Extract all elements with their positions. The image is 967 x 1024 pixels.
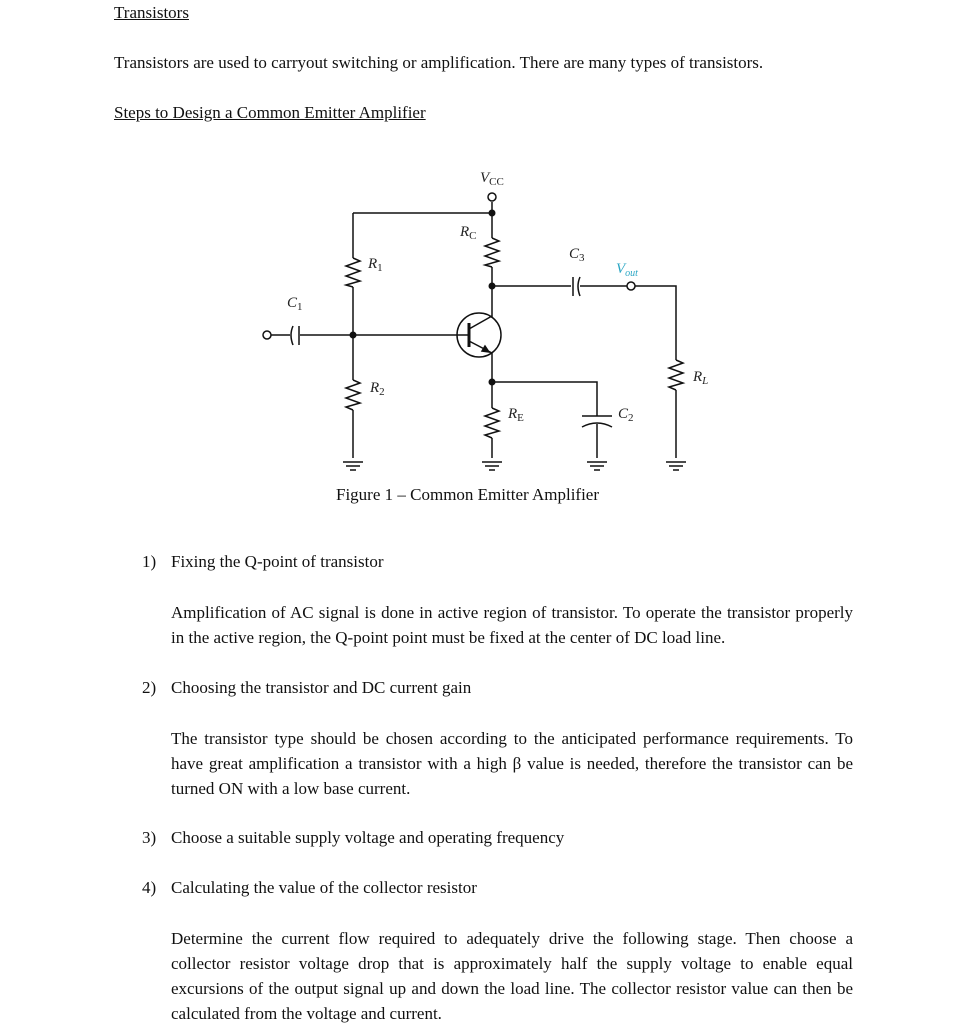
svg-text:C2: $C_2$: [618, 406, 634, 424]
figure-caption: Figure 1 – Common Emitter Amplifier: [336, 485, 600, 504]
step-body: Determine the current flow required to adequately drive the following stage. Then choose a collector resistor voltage drop that is approximately half the supply voltage to enable equal excursions of the output signal up and down the load line. The collector resistor value can then be calculated from the voltage and current.: [171, 929, 853, 1023]
resistor-rc: [485, 238, 499, 267]
resistor-r1: [346, 258, 360, 287]
step-number: 2): [142, 678, 157, 697]
intro-text: Transistors are used to carryout switching or amplification. There are many types of transistors.: [114, 53, 764, 72]
svg-text:RL: $R_L$: [693, 369, 709, 387]
step-body: Amplification of AC signal is done in active region of transistor. To operate the transistor properly in the active region, the Q-point point must be fixed at the center of DC load line.: [171, 603, 853, 647]
capacitor-c3: [573, 277, 580, 296]
vcc-terminal: [488, 193, 496, 201]
subheading: Steps to Design a Common Emitter Amplifier: [114, 103, 426, 122]
ground-symbols: [343, 462, 686, 470]
step-title: Choose a suitable supply voltage and operating frequency: [171, 828, 565, 847]
svg-text:VCC: $V_{CC}$: [480, 170, 504, 188]
svg-text:R2: $R_2$: [370, 380, 385, 398]
resistor-re: [485, 408, 499, 438]
step-number: 3): [142, 828, 157, 847]
svg-text:RC: $R_C$: [460, 224, 477, 242]
step-title: Choosing the transistor and DC current gain: [171, 678, 472, 697]
input-terminal: [263, 331, 271, 339]
svg-text:Vout: $V_{out}$: [616, 261, 638, 279]
svg-text:C3: $C_3$: [569, 246, 585, 264]
npn-transistor: [457, 313, 501, 357]
resistor-r2: [346, 380, 360, 410]
vout-terminal: [627, 282, 635, 290]
svg-text:R1: $R_1$: [368, 256, 383, 274]
step-title: Calculating the value of the collector resistor: [171, 878, 477, 897]
capacitor-c1: [291, 326, 299, 345]
step-number: 1): [142, 552, 157, 571]
step-title: Fixing the Q-point of transistor: [171, 552, 384, 571]
step-number: 4): [142, 878, 157, 897]
resistor-rl: [669, 360, 683, 390]
svg-text:C1: $C_1$: [287, 295, 303, 313]
step-body: The transistor type should be chosen according to the anticipated performance requirements. To have great amplification a transistor with a high β value is needed, therefore the transistor can be turned ON with a low base current.: [171, 729, 853, 798]
heading: Transistors: [114, 3, 189, 22]
svg-text:RE: $R_E$: [508, 406, 524, 424]
